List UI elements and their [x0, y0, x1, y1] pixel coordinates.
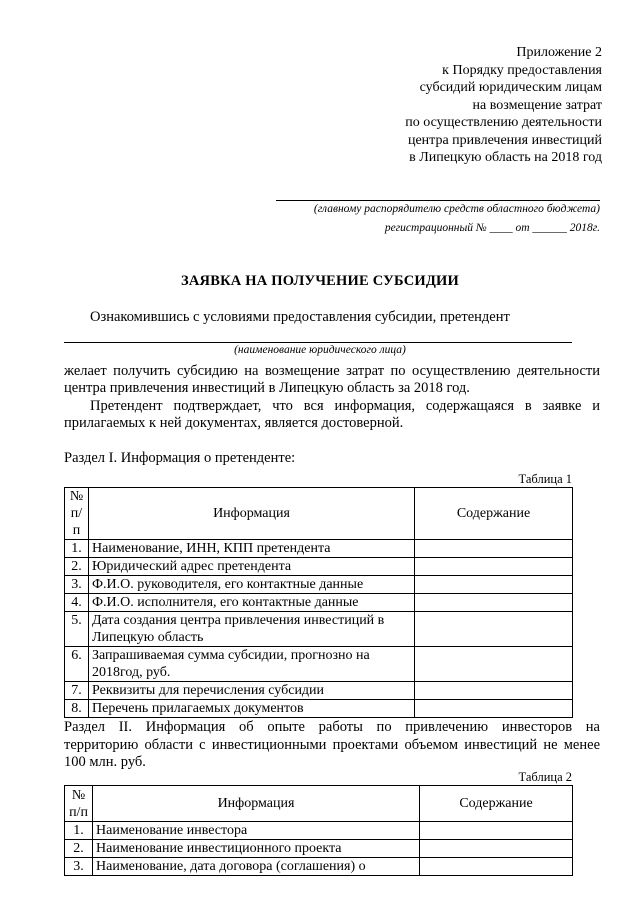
paragraph-2-line-1: Претендент подтверждает, что вся информация, содержащаяся в заявке и	[90, 398, 600, 414]
section-1-heading: Раздел I. Информация о претенденте:	[64, 450, 296, 466]
row-number: 6.	[65, 647, 89, 682]
appendix-line: субсидий юридическим лицам	[419, 80, 602, 95]
row-info: Реквизиты для перечисления субсидии	[89, 682, 415, 700]
row-content-cell[interactable]	[415, 540, 573, 558]
appendix-line: Приложение 2	[516, 45, 602, 60]
row-info: Дата создания центра привлечения инвестиций в Липецкую область	[89, 612, 415, 647]
applicant-note: (наименование юридического лица)	[234, 344, 406, 356]
table-row	[65, 576, 573, 594]
row-info: Ф.И.О. руководителя, его контактные данные	[89, 576, 415, 594]
appendix-line: по осуществлению деятельности	[405, 115, 602, 130]
row-number: 5.	[65, 612, 89, 647]
table-1	[64, 487, 573, 718]
table-row	[65, 700, 573, 718]
row-content-cell[interactable]	[415, 700, 573, 718]
table-2	[64, 785, 573, 876]
appendix-line: центра привлечения инвестиций	[407, 132, 602, 148]
row-number: 3.	[65, 576, 89, 594]
row-number: 1.	[65, 822, 93, 840]
registration-number: регистрационный № ____ от ______ 2018г.	[384, 222, 600, 234]
section-2-heading-line-2: территорию области с инвестиционными проектами объемом инвестиций не менее	[64, 737, 600, 753]
row-content-cell[interactable]	[420, 840, 573, 858]
row-info: Наименование, ИНН, КПП претендента	[89, 540, 415, 558]
row-content-cell[interactable]	[420, 822, 573, 840]
row-info: Наименование инвестиционного проекта	[93, 840, 420, 858]
row-number: 4.	[65, 594, 89, 612]
col-num-header: № п/п	[65, 786, 93, 822]
row-content-cell[interactable]	[415, 594, 573, 612]
recipient-blank-line	[276, 200, 600, 201]
appendix-line: в Липецкую область на 2018 год	[409, 150, 602, 165]
col-info-header: Информация	[93, 786, 420, 822]
row-info: Юридический адрес претендента	[89, 558, 415, 576]
row-info: Ф.И.О. исполнителя, его контактные данные	[89, 594, 415, 612]
appendix-header	[405, 44, 602, 167]
appendix-line: к Порядку предоставления	[442, 62, 602, 78]
row-info: Наименование, дата договора (соглашения) о	[93, 858, 420, 876]
row-number: 1.	[65, 540, 89, 558]
row-number: 2.	[65, 558, 89, 576]
paragraph-2-line-2: прилагаемых к ней документах, является достоверной.	[64, 415, 404, 431]
recipient-note: (главному распорядителю средств областного бюджета)	[313, 203, 600, 215]
table-row	[65, 682, 573, 700]
table-1-caption: Таблица 1	[518, 472, 572, 486]
row-content-cell[interactable]	[415, 682, 573, 700]
row-number: 8.	[65, 700, 89, 718]
row-info: Перечень прилагаемых документов	[89, 700, 415, 718]
row-number: 7.	[65, 682, 89, 700]
table-row	[65, 540, 573, 558]
row-number: 3.	[65, 858, 93, 876]
table-row	[65, 558, 573, 576]
table-2-caption: Таблица 2	[518, 770, 572, 784]
paragraph-1-line-2: центра привлечения инвестиций в Липецкую область за 2018 год.	[64, 380, 470, 396]
row-info: Запрашиваемая сумма субсидии, прогнозно на 2018год, руб.	[89, 647, 415, 682]
paragraph-1-line-1: желает получить субсидию на возмещение затрат по осуществлению деятельности	[64, 363, 600, 379]
document-title: ЗАЯВКА НА ПОЛУЧЕНИЕ СУБСИДИИ	[181, 273, 459, 289]
table-header-row	[65, 786, 573, 822]
intro-text: Ознакомившись с условиями предоставления субсидии, претендент	[90, 309, 510, 325]
col-content-header: Содержание	[420, 786, 573, 822]
table-header-row	[65, 488, 573, 540]
col-info-header: Информация	[89, 488, 415, 540]
section-2-heading-line-1: Раздел II. Информация об опыте работы по привлечению инвесторов на	[64, 719, 600, 735]
row-content-cell[interactable]	[415, 612, 573, 647]
row-content-cell[interactable]	[415, 558, 573, 576]
table-row	[65, 594, 573, 612]
section-2-heading-line-3: 100 млн. руб.	[64, 754, 146, 770]
col-num-header: № п/п	[65, 488, 89, 540]
table-row	[65, 822, 573, 840]
row-content-cell[interactable]	[415, 576, 573, 594]
table-row	[65, 647, 573, 682]
row-content-cell[interactable]	[415, 647, 573, 682]
row-content-cell[interactable]	[420, 858, 573, 876]
table-row	[65, 858, 573, 876]
table-row	[65, 840, 573, 858]
row-info: Наименование инвестора	[93, 822, 420, 840]
table-row	[65, 612, 573, 647]
applicant-blank-line	[64, 342, 572, 343]
appendix-line: на возмещение затрат	[472, 97, 602, 113]
col-content-header: Содержание	[415, 488, 573, 540]
row-number: 2.	[65, 840, 93, 858]
